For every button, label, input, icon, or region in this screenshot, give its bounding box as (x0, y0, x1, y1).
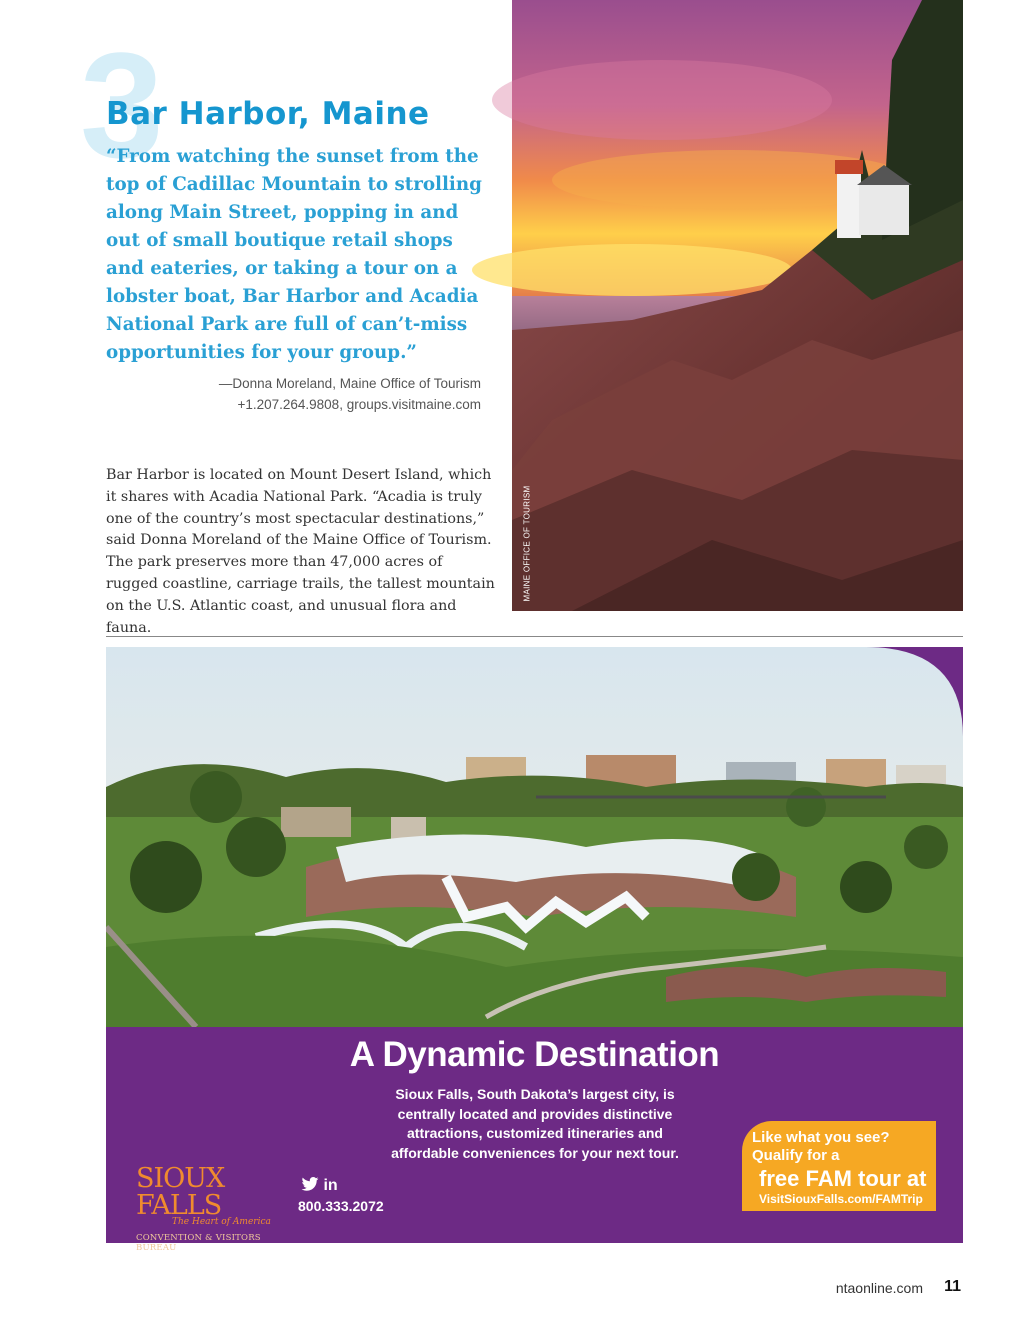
photo-credit (512, 485, 532, 612)
photo-credit-text: MAINE OFFICE OF TOURISM (522, 485, 532, 602)
fam-tour-cta[interactable] (742, 1121, 936, 1211)
section-divider (106, 636, 963, 637)
twitter-icon[interactable] (301, 1177, 319, 1191)
quote-attribution (219, 373, 481, 415)
logo-main: SIOUX FALLS (136, 1163, 225, 1221)
ad-headline: A Dynamic Destination (349, 1035, 720, 1074)
linkedin-icon[interactable]: in (323, 1177, 338, 1194)
logo-subtitle: CONVENTION & VISITORS BUREAU (136, 1233, 261, 1253)
cta-line-1: Like what you see? (752, 1129, 890, 1146)
article-body: Bar Harbor is located on Mount Desert Island, which it shares with Acadia National Park. “Acadia is truly one of the country’s most spectacular destinations,” said Donna Moreland of the Maine Office of Tourism. The park preserves more than 47,000 acres of rugged coastline, carriage trails, the tallest mountain on the U.S. Atlantic coast, and unusual flora and fauna. (106, 467, 495, 636)
article-title: Bar Harbor, Maine (106, 96, 430, 132)
sioux-falls-ad[interactable] (106, 647, 963, 1253)
cta-line-2: Qualify for a (752, 1147, 840, 1164)
pull-quote: “From watching the sunset from the top of Cadillac Mountain to strolling along Main Street, popping in and out of small boutique retail shops and eateries, or taking a tour on a lobster boat, Bar Harbor and Acadia National Park are full of can’t-miss opportunities for your group.” (106, 146, 482, 363)
cta-url[interactable]: VisitSiouxFalls.com/FAMTrip (759, 1192, 923, 1206)
logo-script: The Heart of America (172, 1217, 271, 1227)
cta-line-3: free FAM tour at (759, 1166, 927, 1191)
sioux-falls-logo (136, 1163, 301, 1253)
ad-phone[interactable]: 800.333.2072 (298, 1198, 384, 1214)
section-number: 3 (80, 21, 164, 189)
footer-site: ntaonline.com (835, 1280, 923, 1296)
attribution-contact: +1.207.264.9808, groups.visitmaine.com (237, 397, 481, 412)
lighthouse-photo (512, 0, 963, 611)
page-number: 11 (944, 1278, 961, 1295)
falls-park-photo (106, 647, 963, 1027)
ad-body: Sioux Falls, South Dakota’s largest city, is centrally located and provides distinctive attractions, customized itineraries and affordable conveniences for your next tour. (391, 1086, 679, 1161)
attribution-name: —Donna Moreland, Maine Office of Tourism (218, 376, 481, 391)
social-links[interactable] (301, 1177, 338, 1195)
